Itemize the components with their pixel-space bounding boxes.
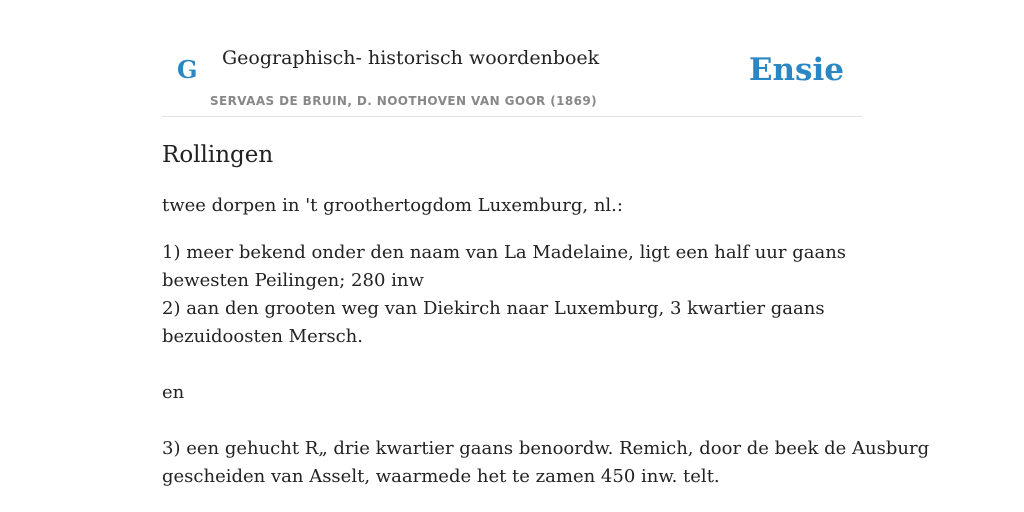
dictionary-author: SERVAAS DE BRUIN, D. NOOTHOVEN VAN GOOR (1869) xyxy=(210,94,598,108)
page xyxy=(162,0,930,512)
paragraph-gap xyxy=(162,407,862,435)
entry-line: 2) aan den grooten weg van Diekirch naar Luxemburg, 3 kwartier gaans xyxy=(162,298,825,319)
entry-body xyxy=(162,239,930,491)
entry-line: bezuidoosten Mersch. xyxy=(162,326,363,347)
entry-title: Rollingen xyxy=(162,142,274,168)
entry-line: gescheiden van Asselt, waarmede het te zamen 450 inw. telt. xyxy=(162,466,720,487)
entry-line: bewesten Peilingen; 280 inw xyxy=(162,270,424,291)
brand-logo[interactable]: Ensie xyxy=(748,52,844,88)
entry-line: en xyxy=(162,382,185,403)
paragraph-gap xyxy=(162,351,862,379)
entry-intro: twee dorpen in 't groothertogdom Luxemburg, nl.: xyxy=(162,195,623,216)
entry-line: 1) meer bekend onder den naam van La Madelaine, ligt een half uur gaans xyxy=(162,242,847,263)
entry-line: 3) een gehucht R„ drie kwartier gaans benoordw. Remich, door de beek de Ausburg xyxy=(162,438,930,459)
dictionary-title-link[interactable]: Geographisch- historisch woordenboek xyxy=(222,47,600,69)
dictionary-logo[interactable]: G xyxy=(177,55,198,84)
header xyxy=(162,0,862,117)
